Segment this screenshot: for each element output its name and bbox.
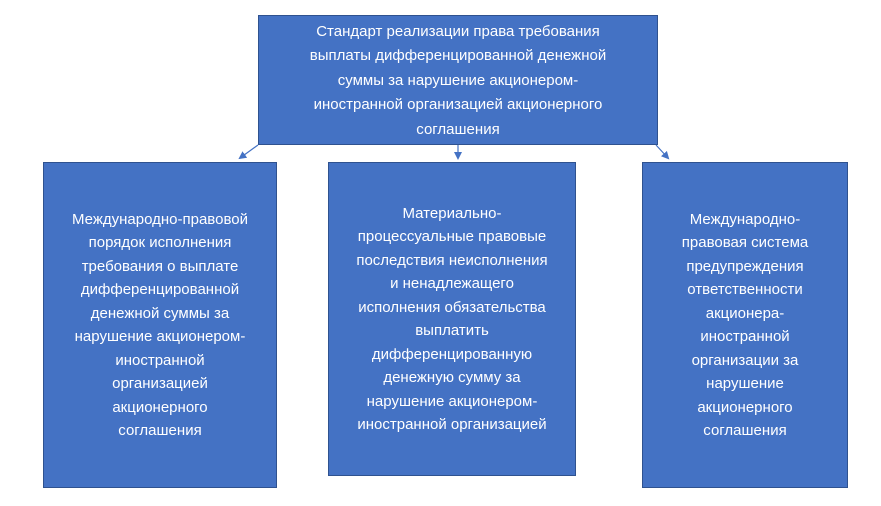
connector-right: [656, 145, 668, 158]
child-node-middle: [328, 162, 576, 476]
root-node: [258, 15, 658, 145]
child-node-left-text: Международно-правовой порядок исполнения требования о выплате дифференцированной денежной суммы за нарушение акционером- иностранной организацией акционерного соглашения: [72, 210, 248, 439]
child-node-right-text: Международно- правовая система предупреждения ответственности акционера- иностранной организации за нарушение акционерного соглашения: [681, 210, 809, 439]
child-node-right: [642, 162, 848, 488]
root-node-text: Стандарт реализации права требования выплаты дифференцированной денежной суммы за нарушение акционером- иностранной организацией акционерного соглашения: [309, 22, 607, 138]
connector-left: [240, 145, 258, 158]
child-node-middle-text: Материально- процессуальные правовые последствия неисполнения и ненадлежащего исполнения обязательства выплатить дифференцированную денежную сумму за нарушение акционером- иностранной организацией: [356, 204, 548, 433]
child-node-left: [43, 162, 277, 488]
